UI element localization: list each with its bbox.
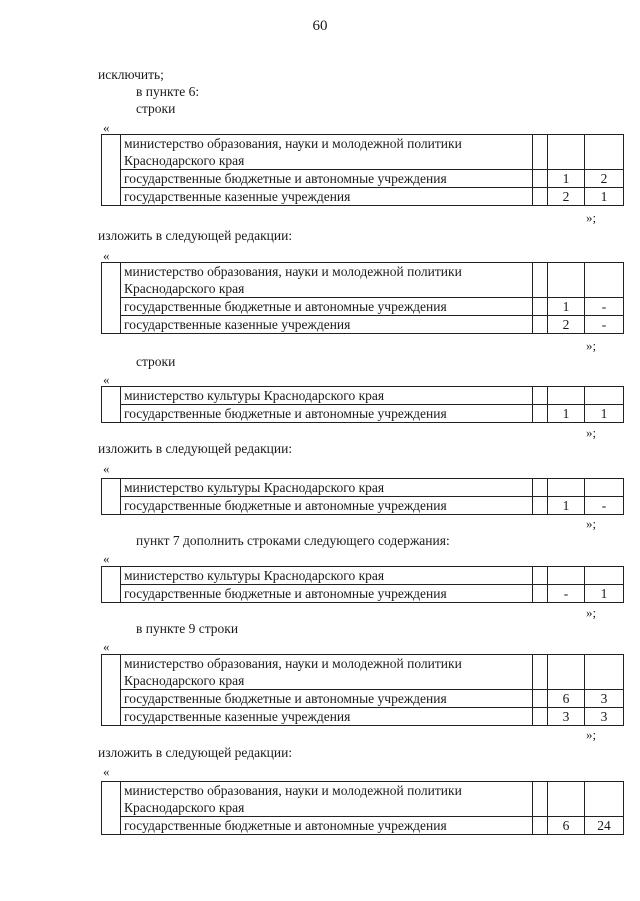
- row-description: государственные бюджетные и автономные учреждения: [121, 497, 533, 515]
- instruction-text: строки: [136, 101, 176, 116]
- table-row: [102, 316, 624, 334]
- table-row: [102, 170, 624, 188]
- count-cell-second: -: [585, 316, 624, 334]
- count-cell-first: -: [548, 585, 585, 603]
- close-quote: »;: [586, 425, 597, 440]
- row-description: министерство культуры Краснодарского края: [121, 567, 533, 585]
- count-cell-first: 1: [548, 298, 585, 316]
- row-description: государственные бюджетные и автономные учреждения: [121, 690, 533, 708]
- open-quote: «: [103, 639, 110, 654]
- count-cell-second: -: [585, 497, 624, 515]
- count-cell-first: 2: [548, 188, 585, 206]
- instruction-text: изложить в следующей редакции:: [98, 228, 293, 243]
- amendment-table: [101, 386, 624, 423]
- row-description: министерство образования, науки и молодежной политики Краснодарского края: [121, 782, 533, 817]
- count-cell-first: 1: [548, 405, 585, 423]
- close-quote: »;: [586, 516, 597, 531]
- spacer-cell: [533, 497, 548, 515]
- table-row: [102, 387, 624, 405]
- spacer-cell: [533, 263, 548, 298]
- close-quote: »;: [586, 338, 597, 353]
- spacer-cell: [533, 405, 548, 423]
- count-cell-first: 2: [548, 316, 585, 334]
- spacer-cell: [533, 135, 548, 170]
- spacer-cell: [533, 708, 548, 726]
- count-cell-first: [548, 655, 585, 690]
- row-description: государственные бюджетные и автономные учреждения: [121, 405, 533, 423]
- open-quote: «: [103, 120, 110, 135]
- table-row: [102, 567, 624, 585]
- row-description: министерство культуры Краснодарского края: [121, 387, 533, 405]
- table-row: [102, 585, 624, 603]
- row-description: государственные казенные учреждения: [121, 316, 533, 334]
- blank-cell: [102, 655, 121, 726]
- spacer-cell: [533, 817, 548, 835]
- instruction-text: в пункте 6:: [136, 84, 200, 99]
- open-quote: «: [103, 248, 110, 263]
- count-cell-second: [585, 567, 624, 585]
- count-cell-first: 6: [548, 817, 585, 835]
- count-cell-second: 1: [585, 405, 624, 423]
- row-description: министерство культуры Краснодарского края: [121, 479, 533, 497]
- spacer-cell: [533, 690, 548, 708]
- close-quote: »;: [586, 605, 597, 620]
- table-row: [102, 497, 624, 515]
- row-description: министерство образования, науки и молодежной политики Краснодарского края: [121, 655, 533, 690]
- blank-cell: [102, 387, 121, 423]
- spacer-cell: [533, 585, 548, 603]
- row-description: министерство образования, науки и молодежной политики Краснодарского края: [121, 135, 533, 170]
- blank-cell: [102, 479, 121, 515]
- count-cell-second: [585, 782, 624, 817]
- spacer-cell: [533, 655, 548, 690]
- amendment-table: [101, 262, 624, 334]
- table-row: [102, 782, 624, 817]
- spacer-cell: [533, 479, 548, 497]
- count-cell-second: 1: [585, 585, 624, 603]
- table-row: [102, 817, 624, 835]
- row-description: государственные бюджетные и автономные учреждения: [121, 817, 533, 835]
- count-cell-first: [548, 387, 585, 405]
- count-cell-second: 1: [585, 188, 624, 206]
- table-row: [102, 405, 624, 423]
- count-cell-second: [585, 387, 624, 405]
- instruction-text: пункт 7 дополнить строками следующего содержания:: [136, 533, 450, 548]
- open-quote: «: [103, 764, 110, 779]
- count-cell-first: 3: [548, 708, 585, 726]
- spacer-cell: [533, 170, 548, 188]
- instruction-text: исключить;: [98, 67, 164, 82]
- table-row: [102, 708, 624, 726]
- row-description: государственные бюджетные и автономные учреждения: [121, 298, 533, 316]
- count-cell-second: 3: [585, 708, 624, 726]
- blank-cell: [102, 567, 121, 603]
- instruction-text: изложить в следующей редакции:: [98, 745, 293, 760]
- spacer-cell: [533, 782, 548, 817]
- blank-cell: [102, 135, 121, 206]
- spacer-cell: [533, 567, 548, 585]
- close-quote: »;: [586, 727, 597, 742]
- spacer-cell: [533, 316, 548, 334]
- blank-cell: [102, 263, 121, 334]
- count-cell-second: 3: [585, 690, 624, 708]
- open-quote: «: [103, 372, 110, 387]
- table-row: [102, 263, 624, 298]
- page-number: 60: [312, 18, 328, 34]
- row-description: министерство образования, науки и молодежной политики Краснодарского края: [121, 263, 533, 298]
- row-description: государственные казенные учреждения: [121, 188, 533, 206]
- spacer-cell: [533, 387, 548, 405]
- instruction-text: строки: [136, 354, 176, 369]
- row-description: государственные казенные учреждения: [121, 708, 533, 726]
- count-cell-first: 1: [548, 170, 585, 188]
- count-cell-first: [548, 135, 585, 170]
- table-row: [102, 135, 624, 170]
- spacer-cell: [533, 188, 548, 206]
- row-description: государственные бюджетные и автономные учреждения: [121, 585, 533, 603]
- count-cell-first: [548, 567, 585, 585]
- amendment-table: [101, 566, 624, 603]
- count-cell-second: [585, 263, 624, 298]
- row-description: государственные бюджетные и автономные учреждения: [121, 170, 533, 188]
- table-row: [102, 690, 624, 708]
- instruction-text: в пункте 9 строки: [136, 621, 239, 636]
- count-cell-first: 1: [548, 497, 585, 515]
- amendment-table: [101, 781, 624, 835]
- count-cell-second: [585, 655, 624, 690]
- count-cell-second: -: [585, 298, 624, 316]
- count-cell-first: [548, 263, 585, 298]
- table-row: [102, 479, 624, 497]
- open-quote: «: [103, 461, 110, 476]
- blank-cell: [102, 782, 121, 835]
- count-cell-second: [585, 479, 624, 497]
- close-quote: »;: [586, 210, 597, 225]
- count-cell-second: [585, 135, 624, 170]
- instruction-text: изложить в следующей редакции:: [98, 441, 293, 456]
- count-cell-first: [548, 479, 585, 497]
- count-cell-second: 24: [585, 817, 624, 835]
- count-cell-first: [548, 782, 585, 817]
- amendment-table: [101, 654, 624, 726]
- table-row: [102, 298, 624, 316]
- table-row: [102, 188, 624, 206]
- table-row: [102, 655, 624, 690]
- open-quote: «: [103, 551, 110, 566]
- count-cell-second: 2: [585, 170, 624, 188]
- spacer-cell: [533, 298, 548, 316]
- amendment-table: [101, 134, 624, 206]
- count-cell-first: 6: [548, 690, 585, 708]
- amendment-table: [101, 478, 624, 515]
